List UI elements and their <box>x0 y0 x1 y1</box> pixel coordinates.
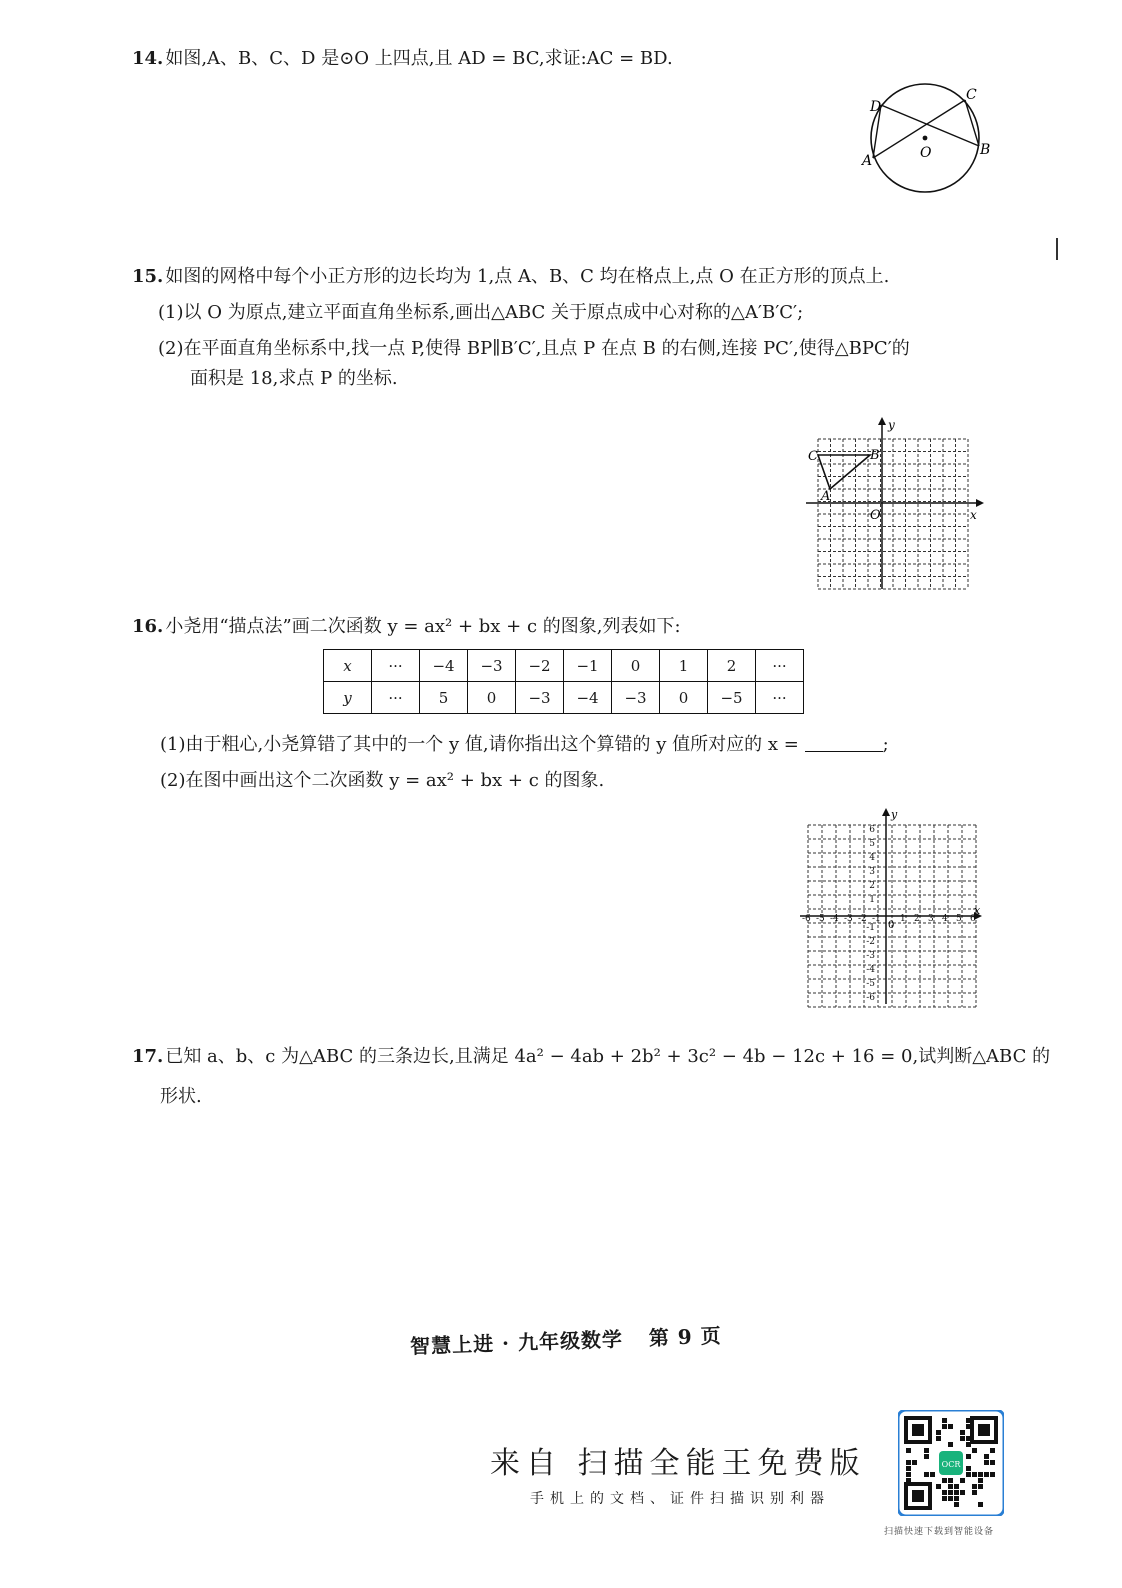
q15-part1: (1)以 O 为原点,建立平面直角坐标系,画出△ABC 关于原点成中心对称的△A′B′C′; <box>158 302 804 323</box>
table-cell: −4 <box>420 650 468 682</box>
q16-value-table <box>323 649 804 714</box>
y-tick-label: 4 <box>869 853 875 863</box>
y-tick-label: 3 <box>869 867 875 877</box>
x-tick-label: 1 <box>900 914 906 924</box>
label-d: D <box>870 99 882 115</box>
table-cell: 1 <box>660 650 708 682</box>
q15-label-o: O <box>870 508 881 523</box>
x-tick-label: 6 <box>970 914 976 924</box>
y-tick-label: 2 <box>869 881 875 891</box>
x-tick-label: 4 <box>942 914 948 924</box>
q16-part2: (2)在图中画出这个二次函数 y = ax² + bx + c 的图象. <box>160 770 605 791</box>
y-tick-label: 1 <box>869 895 875 905</box>
answer-blank[interactable] <box>805 733 883 752</box>
q16-label-x: x <box>974 904 981 917</box>
label-c: C <box>966 87 977 103</box>
table-cell: 5 <box>420 682 468 714</box>
q15-y-arrow <box>878 417 886 425</box>
table-cell: ··· <box>756 650 804 682</box>
q15-label-x: x <box>970 508 977 522</box>
ocr-badge-text: OCR <box>941 1460 961 1469</box>
q16-part1-end: ; <box>882 734 889 755</box>
q16-origin: 0 <box>888 920 895 931</box>
y-tick-label: -6 <box>866 993 875 1003</box>
table-cell: −4 <box>564 682 612 714</box>
q16-text <box>132 614 681 640</box>
x-tick-label: 3 <box>928 914 934 924</box>
q15-label-c: C <box>808 449 818 464</box>
table-header-x: x <box>324 650 372 682</box>
q15-text <box>132 264 889 290</box>
table-cell: −5 <box>708 682 756 714</box>
scan-mark <box>1056 238 1058 260</box>
q15-part2a: (2)在平面直角坐标系中,找一点 P,使得 BP∥B′C′,且点 P 在点 B 的右侧,连接 PC′,使得△BPC′的 <box>158 338 910 359</box>
q17-text <box>132 1044 1050 1070</box>
table-cell: −3 <box>516 682 564 714</box>
y-tick-label: 5 <box>869 839 875 849</box>
q15-label-a: A <box>821 489 831 504</box>
segment-ac <box>873 100 965 158</box>
x-tick-label: -5 <box>816 914 825 924</box>
q16-part1 <box>160 732 889 758</box>
x-tick-label: -3 <box>844 914 853 924</box>
table-cell: ··· <box>372 650 420 682</box>
table-cell: −3 <box>468 650 516 682</box>
q15-grid-diagram <box>800 415 990 595</box>
table-cell: 0 <box>660 682 708 714</box>
footer-title: 智慧上进 · 九年级数学 <box>409 1327 624 1359</box>
segment-bd <box>881 105 979 146</box>
x-tick-label: -6 <box>802 914 811 924</box>
y-tick-label: -4 <box>866 965 875 975</box>
footer-page-number: 第 9 页 <box>648 1323 723 1351</box>
table-row-y <box>324 682 804 714</box>
table-cell: 2 <box>708 650 756 682</box>
q16-y-arrow <box>882 808 890 816</box>
x-tick-label: 5 <box>956 914 962 924</box>
q15-statement: 如图的网格中每个小正方形的边长均为 1,点 A、B、C 均在格点上,点 O 在正方形的顶点上. <box>165 266 890 287</box>
y-tick-label: -1 <box>866 923 875 933</box>
q15-x-arrow <box>976 499 984 507</box>
q17-line1: 已知 a、b、c 为△ABC 的三条边长,且满足 4a² − 4ab + 2b² + 3c² − 4b − 12c + 16 = 0,试判断△ABC 的 <box>165 1046 1051 1067</box>
scanner-watermark-sub: 手机上的文档、证件扫描识别利器 <box>530 1491 830 1507</box>
scanner-watermark-main: 来自 扫描全能王免费版 <box>490 1446 866 1481</box>
center-point <box>923 136 928 141</box>
q15-number: 15. <box>132 266 164 287</box>
q16-grid-diagram <box>796 808 986 1012</box>
q16-statement: 小尧用“描点法”画二次函数 y = ax² + bx + c 的图象,列表如下: <box>165 616 681 637</box>
table-row-x <box>324 650 804 682</box>
qr-code-icon[interactable] <box>898 1410 1004 1516</box>
y-tick-label: -3 <box>866 951 875 961</box>
q14-number: 14. <box>132 48 164 69</box>
label-a: A <box>862 153 873 169</box>
y-tick-label: -5 <box>866 979 875 989</box>
scanner-watermark-tiny: 扫描快速下载到智能设备 <box>884 1527 995 1537</box>
q17-line2: 形状. <box>160 1086 202 1107</box>
y-tick-label: -2 <box>866 937 875 947</box>
table-cell: 0 <box>612 650 660 682</box>
triangle-abc <box>818 455 870 489</box>
page-footer <box>410 1320 723 1360</box>
q14-circle-diagram <box>850 78 1000 198</box>
x-tick-label: -4 <box>830 914 839 924</box>
label-o: O <box>920 145 932 161</box>
q16-part1-text: (1)由于粗心,小尧算错了其中的一个 y 值,请你指出这个算错的 y 值所对应的 x = <box>160 734 799 755</box>
q16-number: 16. <box>132 616 164 637</box>
table-cell: ··· <box>372 682 420 714</box>
x-tick-label: 2 <box>914 914 920 924</box>
q15-label-y: y <box>888 418 895 432</box>
table-cell: −2 <box>516 650 564 682</box>
q15-part2b: 面积是 18,求点 P 的坐标. <box>190 368 398 389</box>
table-cell: 0 <box>468 682 516 714</box>
y-tick-label: 6 <box>869 825 875 835</box>
q17-number: 17. <box>132 1046 164 1067</box>
table-cell: −1 <box>564 650 612 682</box>
q16-label-y: y <box>891 808 898 821</box>
table-cell: ··· <box>756 682 804 714</box>
q15-label-b: B <box>870 448 880 463</box>
table-cell: −3 <box>612 682 660 714</box>
q14-text <box>132 46 673 72</box>
table-header-y: y <box>324 682 372 714</box>
q14-statement: 如图,A、B、C、D 是⊙O 上四点,且 AD = BC,求证:AC = BD. <box>165 48 673 69</box>
x-tick-label: -2 <box>858 914 867 924</box>
q15-grid <box>818 439 968 589</box>
label-b: B <box>980 142 991 158</box>
x-tick-label: -1 <box>872 914 881 924</box>
